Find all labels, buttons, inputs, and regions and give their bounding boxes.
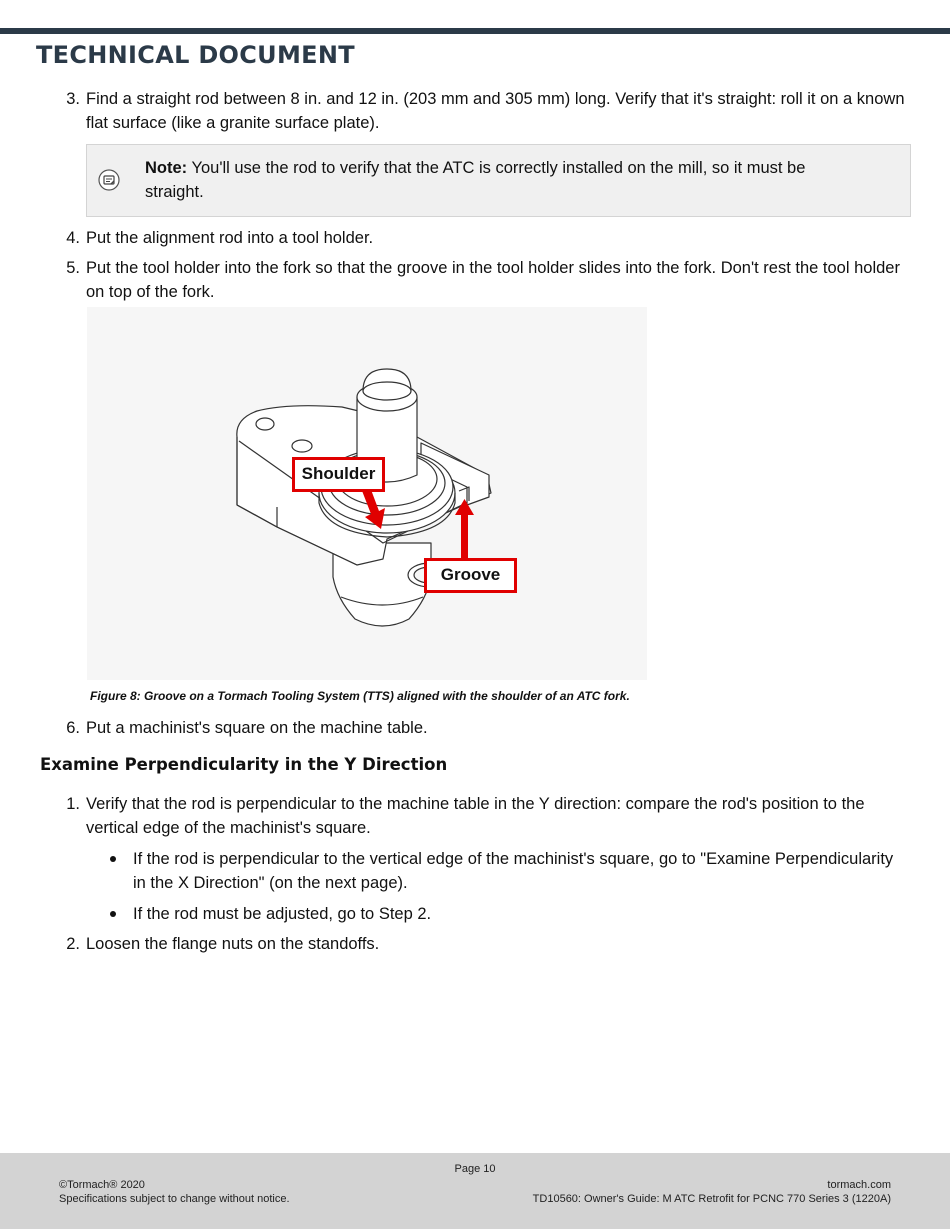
step-number: 1.: [66, 795, 80, 813]
step-3: [60, 87, 920, 135]
bullet-text: If the rod is perpendicular to the vertical edge of the machinist's square, go to "Examine Perpendicularity in the X Direction" (on the next page).: [133, 850, 894, 892]
step-4: [60, 226, 920, 250]
step-text: Put the tool holder into the fork so that the groove in the tool holder slides into the fork. Don't rest the tool holder on top of the fork.: [86, 259, 900, 301]
step-text: Put the alignment rod into a tool holder.: [86, 229, 374, 247]
bullet-dot: [110, 911, 116, 917]
document-id: TD10560: Owner's Guide: M ATC Retrofit for PCNC 770 Series 3 (1220A): [532, 1193, 891, 1205]
step-number: 3.: [66, 90, 80, 108]
note-label: Note:: [145, 159, 188, 177]
website: tormach.com: [827, 1179, 891, 1191]
bullet-text: If the rod must be adjusted, go to Step 2.: [133, 905, 432, 923]
atc-fork-illustration: [87, 307, 647, 680]
copyright: ©Tormach® 2020: [59, 1179, 145, 1191]
step-6: [60, 716, 920, 740]
section-step-2: [60, 932, 920, 956]
bullet-item: [110, 902, 910, 926]
atc-fork-figure: [87, 307, 647, 680]
page-footer: [0, 1153, 950, 1229]
bullet-item: [110, 847, 910, 895]
step-number: 6.: [66, 719, 80, 737]
step-text: Put a machinist's square on the machine table.: [86, 719, 428, 737]
step-number: 2.: [66, 935, 80, 953]
disclaimer: Specifications subject to change without notice.: [59, 1193, 290, 1205]
section-heading: Examine Perpendicularity in the Y Direction: [40, 755, 448, 774]
step-text: Verify that the rod is perpendicular to the machine table in the Y direction: compare the rod's position to the vertical edge of the machinist's square.: [86, 795, 865, 837]
note-text: [145, 156, 865, 204]
note-box: [86, 144, 911, 217]
step-text: Find a straight rod between 8 in. and 12 in. (203 mm and 305 mm) long. Verify that it's straight: roll it on a known flat surface (like a granite surface plate).: [86, 90, 905, 132]
section-step-1: [60, 792, 920, 840]
header-rule: [0, 28, 950, 34]
step-text: Loosen the flange nuts on the standoffs.: [86, 935, 380, 953]
figure-caption: Figure 8: Groove on a Tormach Tooling System (TTS) aligned with the shoulder of an ATC fork.: [90, 689, 630, 703]
note-icon: [98, 169, 120, 191]
step-number: 5.: [66, 259, 80, 277]
shoulder-callout: Shoulder: [292, 457, 385, 492]
groove-callout: Groove: [424, 558, 517, 593]
document-title: TECHNICAL DOCUMENT: [36, 41, 355, 69]
step-number: 4.: [66, 229, 80, 247]
bullet-dot: [110, 856, 116, 862]
note-body: You'll use the rod to verify that the ATC is correctly installed on the mill, so it must be straight.: [145, 159, 806, 201]
page-number: Page 10: [454, 1163, 496, 1175]
step-5: [60, 256, 920, 304]
